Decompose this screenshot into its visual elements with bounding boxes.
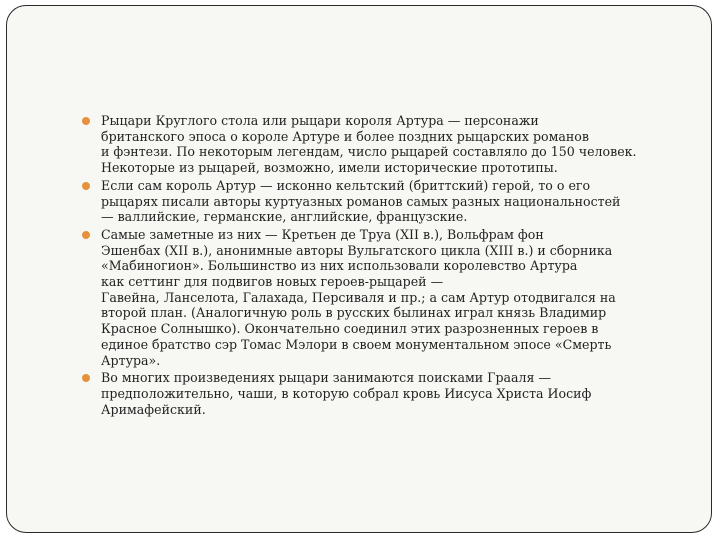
bullet-item-round-table bbox=[78, 113, 698, 176]
text-line: единое братство сэр Томас Мэлори в своем монументальном эпосе «Смерть bbox=[101, 336, 612, 352]
text-line: Аримафейский. bbox=[101, 401, 206, 417]
orange-dot-icon bbox=[82, 374, 90, 382]
text-line: Эшенбах (XII в.), анонимные авторы Вульгатского цикла (XIII в.) и сборника bbox=[101, 242, 613, 258]
text-line: Некоторые из рыцарей, возможно, имели исторические прототипы. bbox=[101, 160, 558, 176]
orange-dot-icon bbox=[82, 182, 90, 190]
text-line: — валлийские, германские, английские, французские. bbox=[101, 209, 468, 225]
text-line: Во многих произведениях рыцари занимаются поисками Грааля — bbox=[101, 370, 552, 386]
text-line: как сеттинг для подвигов новых героев-рыцарей — bbox=[101, 274, 444, 290]
bullet-item-grail bbox=[78, 370, 698, 417]
text-line: рыцарях писали авторы куртуазных романов самых разных национальностей bbox=[101, 193, 621, 209]
bullet-item-authors bbox=[78, 178, 698, 225]
text-line: Рыцари Круглого стола или рыцари короля Артура — персонажи bbox=[101, 113, 539, 128]
text-line: Если сам король Артур — исконно кельтский (бриттский) герой, то о его bbox=[101, 177, 591, 193]
orange-dot-icon bbox=[82, 117, 90, 125]
text-line: «Мабиногион». Большинство из них использовали королевство Артура bbox=[101, 258, 578, 274]
text-line: Артура». bbox=[101, 352, 161, 368]
text-line: британского эпоса о короле Артуре и более поздних рыцарских романов bbox=[101, 128, 589, 144]
bullet-list bbox=[78, 113, 698, 419]
text-line: Гавейна, Ланселота, Галахада, Персиваля и пр.; а сам Артур отодвигался на bbox=[101, 289, 616, 305]
orange-dot-icon bbox=[82, 231, 90, 239]
text-line: предположительно, чаши, в которую собрал кровь Иисуса Христа Иосиф bbox=[101, 385, 592, 401]
text-line: Самые заметные из них — Кретьен де Труа (XII в.), Вольфрам фон bbox=[101, 226, 544, 242]
text-line: и фэнтези. По некоторым легендам, число рыцарей составляло до 150 человек. bbox=[101, 144, 637, 160]
bullet-item-notable-authors bbox=[78, 227, 698, 368]
text-line: второй план. (Аналогичную роль в русских былинах играл князь Владимир bbox=[101, 305, 607, 321]
text-line: Красное Солнышко). Окончательно соединил этих разрозненных героев в bbox=[101, 321, 599, 337]
